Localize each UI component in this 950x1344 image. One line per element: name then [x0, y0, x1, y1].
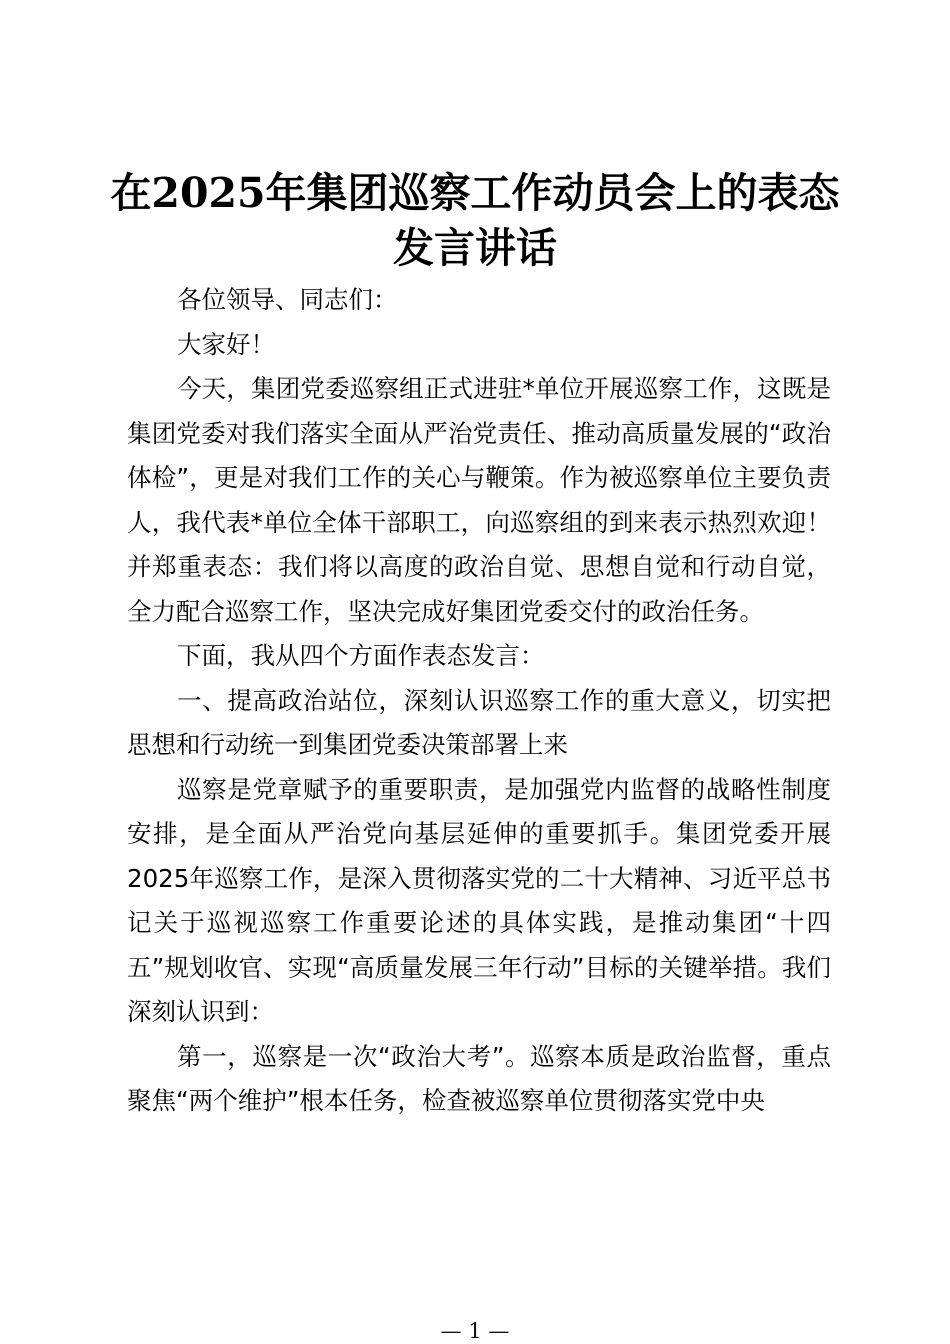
greeting-paragraph: 大家好！	[177, 329, 275, 359]
intro-paragraph: 今天，集团党委巡察组正式进驻*单位开展巡察工作，这既是集团党委对我们落实全面从严治党责任、推动高质量发展的“政治体检”，更是对我们工作的关心与鞭策。作为被巡察单位主要负责人，我代表*单位全体干部职工，向巡察组的到来表示热烈欢迎！并郑重表态：我们将以高度的政治自觉、思想自觉和行动自觉，全力配合巡察工作，坚决完成好集团党委交付的政治任务。	[127, 374, 831, 626]
section-heading-1: 一、提高政治站位，深刻认识巡察工作的重大意义，切实把思想和行动统一到集团党委决策部署上来	[127, 685, 831, 759]
body-paragraph: 第一，巡察是一次“政治大考”。巡察本质是政治监督，重点聚焦“两个维护”根本任务，检查被巡察单位贯彻落实党中央	[127, 1041, 831, 1115]
body-paragraph: 巡察是党章赋予的重要职责，是加强党内监督的战略性制度安排，是全面从严治党向基层延伸的重要抓手。集团党委开展2025年巡察工作，是深入贯彻落实党的二十大精神、习近平总书记关于巡视巡察工作重要论述的具体实践，是推动集团“十四五”规划收官、实现“高质量发展三年行动”目标的关键举措。我们深刻认识到：	[127, 774, 831, 1026]
page-number: — 1 —	[440, 1319, 510, 1343]
outline-paragraph: 下面，我从四个方面作表态发言：	[177, 641, 545, 670]
document-body	[127, 278, 831, 1124]
document-title: 在2025年集团巡察工作动员会上的表态发言讲话	[110, 169, 840, 272]
salutation-paragraph: 各位领导、同志们：	[177, 285, 398, 314]
